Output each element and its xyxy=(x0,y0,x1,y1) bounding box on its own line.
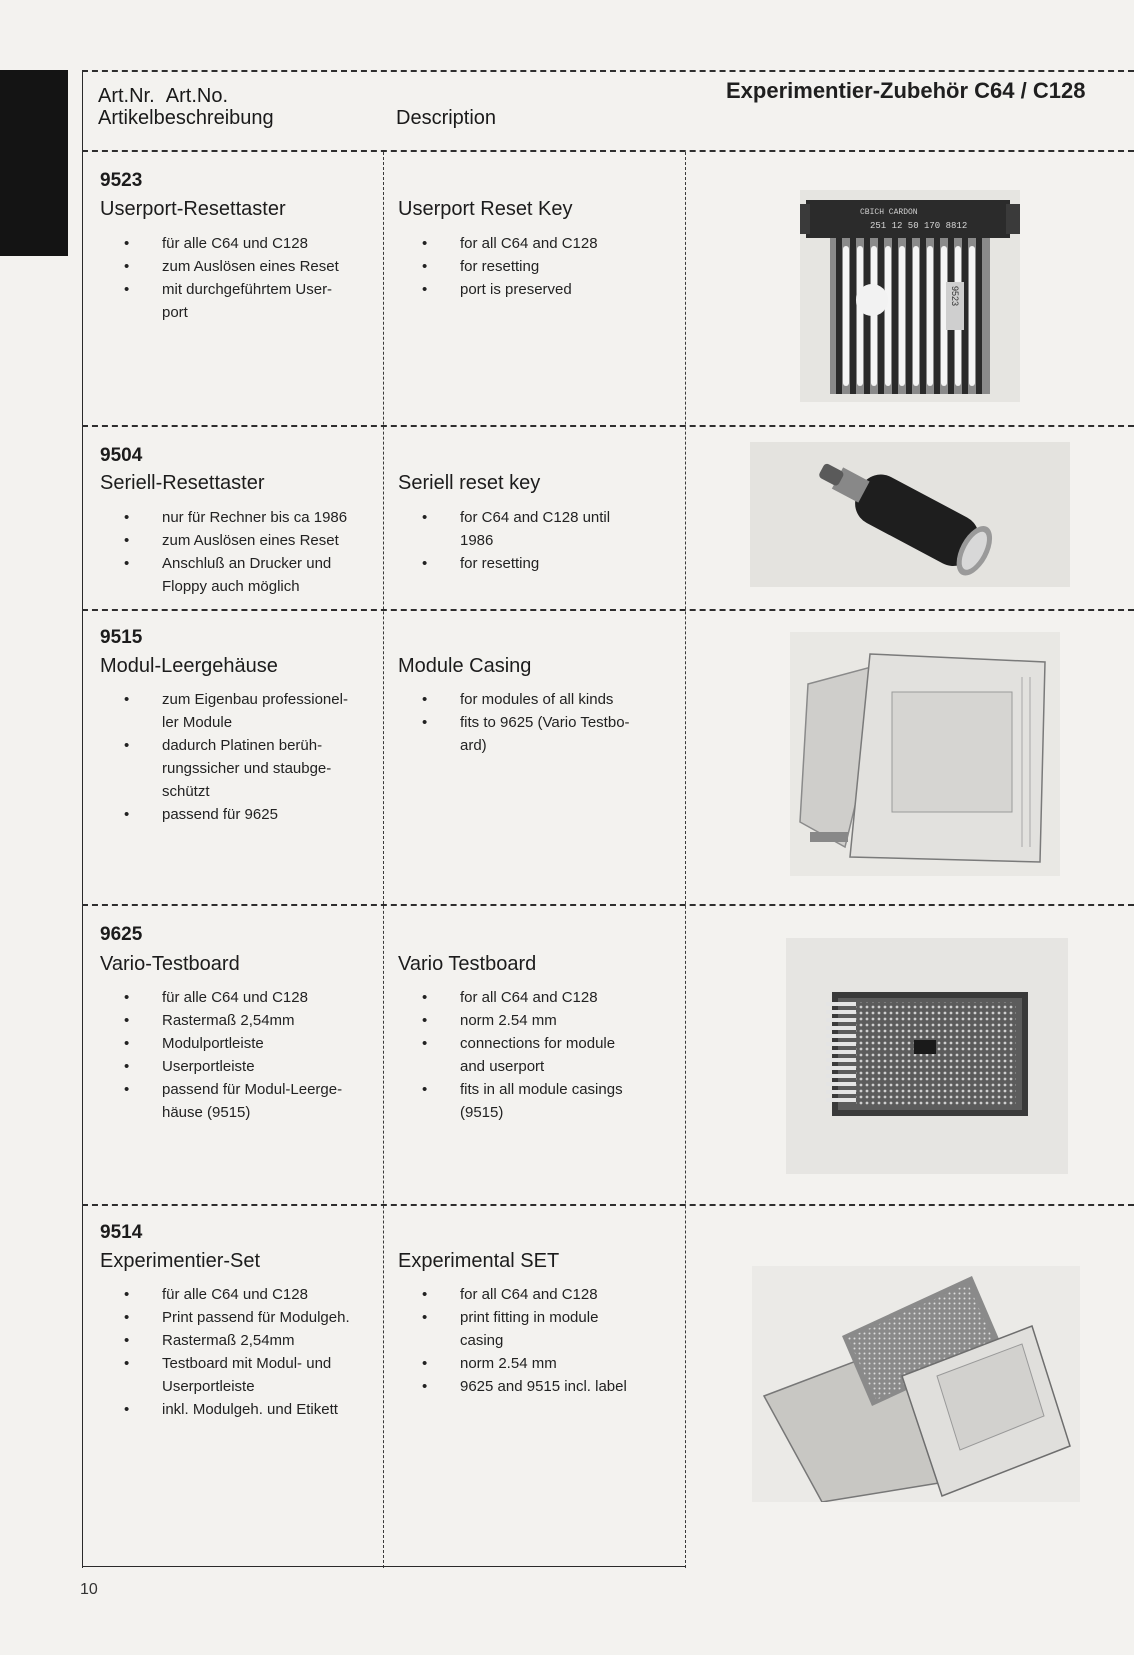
experimental-set-photo xyxy=(752,1266,1080,1502)
features-de xyxy=(162,688,382,826)
title-de: Seriell-Resettaster xyxy=(100,472,265,494)
feature-item: • for C64 and C128 until xyxy=(460,506,680,529)
feature-item: • for resetting xyxy=(460,552,680,575)
feature-item: • fits to 9625 (Vario Testbo- xyxy=(460,711,680,734)
feature-item: • fits in all module casings xyxy=(460,1078,680,1101)
feature-item: • for resetting xyxy=(460,255,680,278)
title-de: Modul-Leergehäuse xyxy=(100,655,278,677)
row-rule-4 xyxy=(82,1204,1134,1206)
feature-item: • for all C64 and C128 xyxy=(460,1283,680,1306)
connector-label-line2: 251 12 50 170 8812 xyxy=(870,221,968,231)
serial-reset-key-photo xyxy=(750,442,1070,587)
features-de xyxy=(162,986,382,1124)
feature-item: • Userportleiste xyxy=(162,1055,382,1078)
article-number: 9523 xyxy=(100,170,143,191)
module-casing-photo xyxy=(790,632,1060,876)
title-en: Userport Reset Key xyxy=(398,198,573,220)
feature-item: • Anschluß an Drucker und xyxy=(162,552,382,575)
connector-tag: 9523 xyxy=(950,286,960,307)
header-rule xyxy=(82,150,1134,152)
features-en xyxy=(460,1283,680,1398)
features-de xyxy=(162,506,382,598)
feature-item: • dadurch Platinen berüh- xyxy=(162,734,382,757)
article-number: 9514 xyxy=(100,1222,143,1243)
features-en xyxy=(460,688,680,757)
feature-item-continued: Floppy auch möglich xyxy=(162,578,300,595)
features-en xyxy=(460,506,680,575)
page-number: 10 xyxy=(80,1581,98,1598)
row-rule-1 xyxy=(82,425,1134,427)
feature-item: • Print passend für Modulgeh. xyxy=(162,1306,382,1329)
title-en: Experimental SET xyxy=(398,1250,560,1272)
feature-item: • für alle C64 und C128 xyxy=(162,986,382,1009)
column-divider-2 xyxy=(685,152,686,1568)
feature-item: • für alle C64 und C128 xyxy=(162,232,382,255)
column-header-description: Description xyxy=(396,107,497,129)
title-de: Experimentier-Set xyxy=(100,1250,261,1272)
column-divider-1 xyxy=(383,152,384,1568)
row-rule-2 xyxy=(82,609,1134,611)
feature-item: • Testboard mit Modul- und xyxy=(162,1352,382,1375)
feature-item: • connections for module xyxy=(460,1032,680,1055)
connector-label-line1: CBICH CARDON xyxy=(860,208,918,217)
feature-item: • mit durchgeführtem User- xyxy=(162,278,382,301)
vario-testboard-photo xyxy=(786,938,1068,1174)
feature-item: • zum Auslösen eines Reset xyxy=(162,529,382,552)
category-title: Experimentier-Zubehör C64 / C128 xyxy=(726,78,1086,103)
article-number: 9504 xyxy=(100,445,143,466)
features-de xyxy=(162,1283,382,1421)
title-en: Vario Testboard xyxy=(398,953,537,975)
features-en xyxy=(460,232,680,301)
feature-item-continued: 1986 xyxy=(460,532,494,549)
feature-item-continued: Userportleiste xyxy=(162,1378,255,1395)
feature-item-continued: häuse (9515) xyxy=(162,1104,251,1121)
feature-item: • passend für 9625 xyxy=(162,803,382,826)
feature-item: • norm 2.54 mm xyxy=(460,1009,680,1032)
bottom-rule xyxy=(82,1566,686,1567)
column-header-art-nr: Art.Nr. Art.No. xyxy=(98,85,229,107)
title-en: Module Casing xyxy=(398,655,532,677)
feature-item: • für alle C64 und C128 xyxy=(162,1283,382,1306)
feature-item-continued: casing xyxy=(460,1332,504,1349)
article-number: 9625 xyxy=(100,924,143,945)
feature-item: • Modulportleiste xyxy=(162,1032,382,1055)
feature-item-continued: rungssicher und staubge- xyxy=(162,760,332,777)
features-en xyxy=(460,986,680,1124)
title-de: Vario-Testboard xyxy=(100,953,240,975)
feature-item: • zum Eigenbau professionel- xyxy=(162,688,382,711)
feature-item: • 9625 and 9515 incl. label xyxy=(460,1375,680,1398)
feature-item: • nur für Rechner bis ca 1986 xyxy=(162,506,382,529)
feature-item: • Rastermaß 2,54mm xyxy=(162,1329,382,1352)
feature-item-continued: ard) xyxy=(460,737,487,754)
title-en: Seriell reset key xyxy=(398,472,541,494)
feature-item-continued: port xyxy=(162,304,188,321)
feature-item-continued: and userport xyxy=(460,1058,545,1075)
feature-item-continued: ler Module xyxy=(162,714,233,731)
feature-item: • zum Auslösen eines Reset xyxy=(162,255,382,278)
column-header-artikelbeschreibung: Artikelbeschreibung xyxy=(98,107,274,129)
article-number: 9515 xyxy=(100,627,143,648)
feature-item-continued: (9515) xyxy=(460,1104,504,1121)
feature-item-continued: schützt xyxy=(162,783,210,800)
row-rule-3 xyxy=(82,904,1134,906)
feature-item: • port is preserved xyxy=(460,278,680,301)
feature-item: • passend für Modul-Leerge- xyxy=(162,1078,382,1101)
top-rule xyxy=(82,70,1134,72)
feature-item: • for all C64 and C128 xyxy=(460,232,680,255)
feature-item: • print fitting in module xyxy=(460,1306,680,1329)
feature-item: • inkl. Modulgeh. und Etikett xyxy=(162,1398,382,1421)
left-frame-line xyxy=(82,70,83,1568)
title-de: Userport-Resettaster xyxy=(100,198,286,220)
feature-item: • Rastermaß 2,54mm xyxy=(162,1009,382,1032)
features-de xyxy=(162,232,382,324)
userport-reset-key-photo xyxy=(800,190,1020,402)
feature-item: • for all C64 and C128 xyxy=(460,986,680,1009)
edge-tab-marker xyxy=(0,70,68,256)
feature-item: • for modules of all kinds xyxy=(460,688,680,711)
feature-item: • norm 2.54 mm xyxy=(460,1352,680,1375)
